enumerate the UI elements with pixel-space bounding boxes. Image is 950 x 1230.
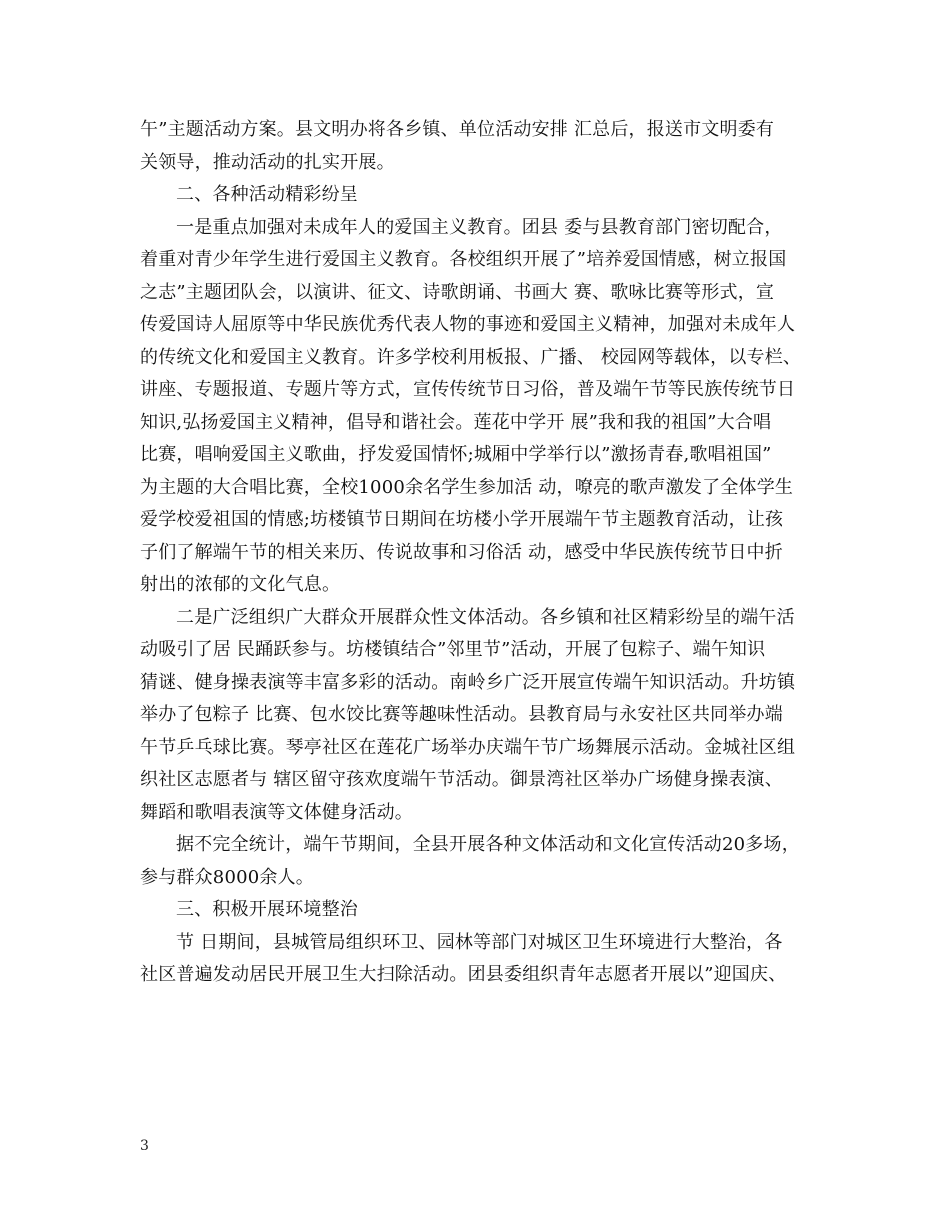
text-line: 关领导，推动活动的扎实开展。 — [140, 151, 395, 173]
text-line: 二是广泛组织广大群众开展群众性文体活动。各乡镇和社区精彩纷呈的端午活 — [176, 606, 795, 628]
text-line: 据不完全统计，端午节期间，全县开展各种文体活动和文化宣传活动20多场， — [176, 834, 800, 855]
text-line: 之志”主题团队会，以演讲、征文、诗歌朗诵、书画大 赛、歌咏比赛等形式，宣 — [140, 281, 775, 303]
text-line: 传爱国诗人屈原等中华民族优秀代表人物的事迹和爱国主义精神，加强对未成年人 — [140, 314, 796, 335]
text-line: 节 日期间，县城管局组织环卫、园林等部门对城区卫生环境进行大整治，各 — [176, 931, 783, 953]
text-line: 着重对青少年学生进行爱国主义教育。各校组织开展了”培养爱国情感，树立报国 — [140, 249, 787, 270]
text-line: 动吸引了居 民踊跃参与。坊楼镇结合”邻里节”活动，开展了包粽子、端午知识 — [140, 639, 766, 660]
text-line: 一是重点加强对未成年人的爱国主义教育。团县 委与县教育部门密切配合， — [176, 216, 783, 238]
text-line: 子们了解端午节的相关来历、传说故事和习俗活 动，感受中华民族传统节日中折 — [140, 541, 783, 563]
text-line: 讲座、专题报道、专题片等方式，宣传传统节日习俗，普及端午节等民族传统节日 — [140, 379, 796, 400]
text-line: 午节乒乓球比赛。琴亭社区在莲花广场举办庆端午节广场舞展示活动。金城社区组 — [140, 736, 796, 758]
section-heading-2 — [140, 179, 810, 212]
text-line: 午”主题活动方案。县文明办将各乡镇、单位活动安排 汇总后，报送市文明委有 — [140, 119, 775, 140]
paragraph-patriotic-education — [140, 212, 810, 602]
text-line: 舞蹈和歌唱表演等文体健身活动。 — [140, 801, 413, 823]
text-line: 射出的浓郁的文化气息。 — [140, 574, 341, 595]
text-line: 猜谜、健身操表演等丰富多彩的活动。南岭乡广泛开展宣传端午知识活动。升坊镇 — [140, 671, 796, 693]
text-line: 参与群众8000余人。 — [140, 866, 315, 888]
text-line: 为主题的大合唱比赛，全校1000余名学生参加活 动，嘹亮的歌声激发了全体学生 — [140, 476, 794, 498]
page-number: 3 — [140, 1138, 149, 1154]
paragraph-cultural-activities — [140, 602, 810, 830]
text-line: 知识,弘扬爱国主义精神，倡导和谐社会。莲花中学开 展”我和我的祖国”大合唱 — [140, 411, 772, 433]
text-line: 举办了包粽子 比赛、包水饺比赛等趣味性活动。县教育局与永安社区共同举办端 — [140, 704, 783, 725]
heading-text: 三、积极开展环境整治 — [176, 899, 358, 920]
text-line: 爱学校爱祖国的情感;坊楼镇节日期间在坊楼小学开展端午节主题教育活动，让孩 — [140, 509, 784, 530]
document-body — [140, 114, 810, 992]
paragraph-environment — [140, 927, 810, 992]
paragraph-statistics — [140, 829, 810, 894]
section-heading-3 — [140, 894, 810, 927]
text-line: 比赛，唱响爱国主义歌曲，抒发爱国情怀;城厢中学举行以”激扬青春,歌唱祖国” — [140, 444, 772, 465]
paragraph-continuation — [140, 114, 810, 179]
text-line: 的传统文化和爱国主义教育。许多学校利用板报、广播、 校园网等载体，以专栏、 — [140, 346, 802, 368]
text-line: 社区普遍发动居民开展卫生大扫除活动。团县委组织青年志愿者开展以”迎国庆、 — [140, 964, 787, 985]
heading-text: 二、各种活动精彩纷呈 — [176, 184, 358, 205]
text-line: 织社区志愿者与 辖区留守孩欢度端午节活动。御景湾社区举办广场健身操表演、 — [140, 769, 783, 790]
